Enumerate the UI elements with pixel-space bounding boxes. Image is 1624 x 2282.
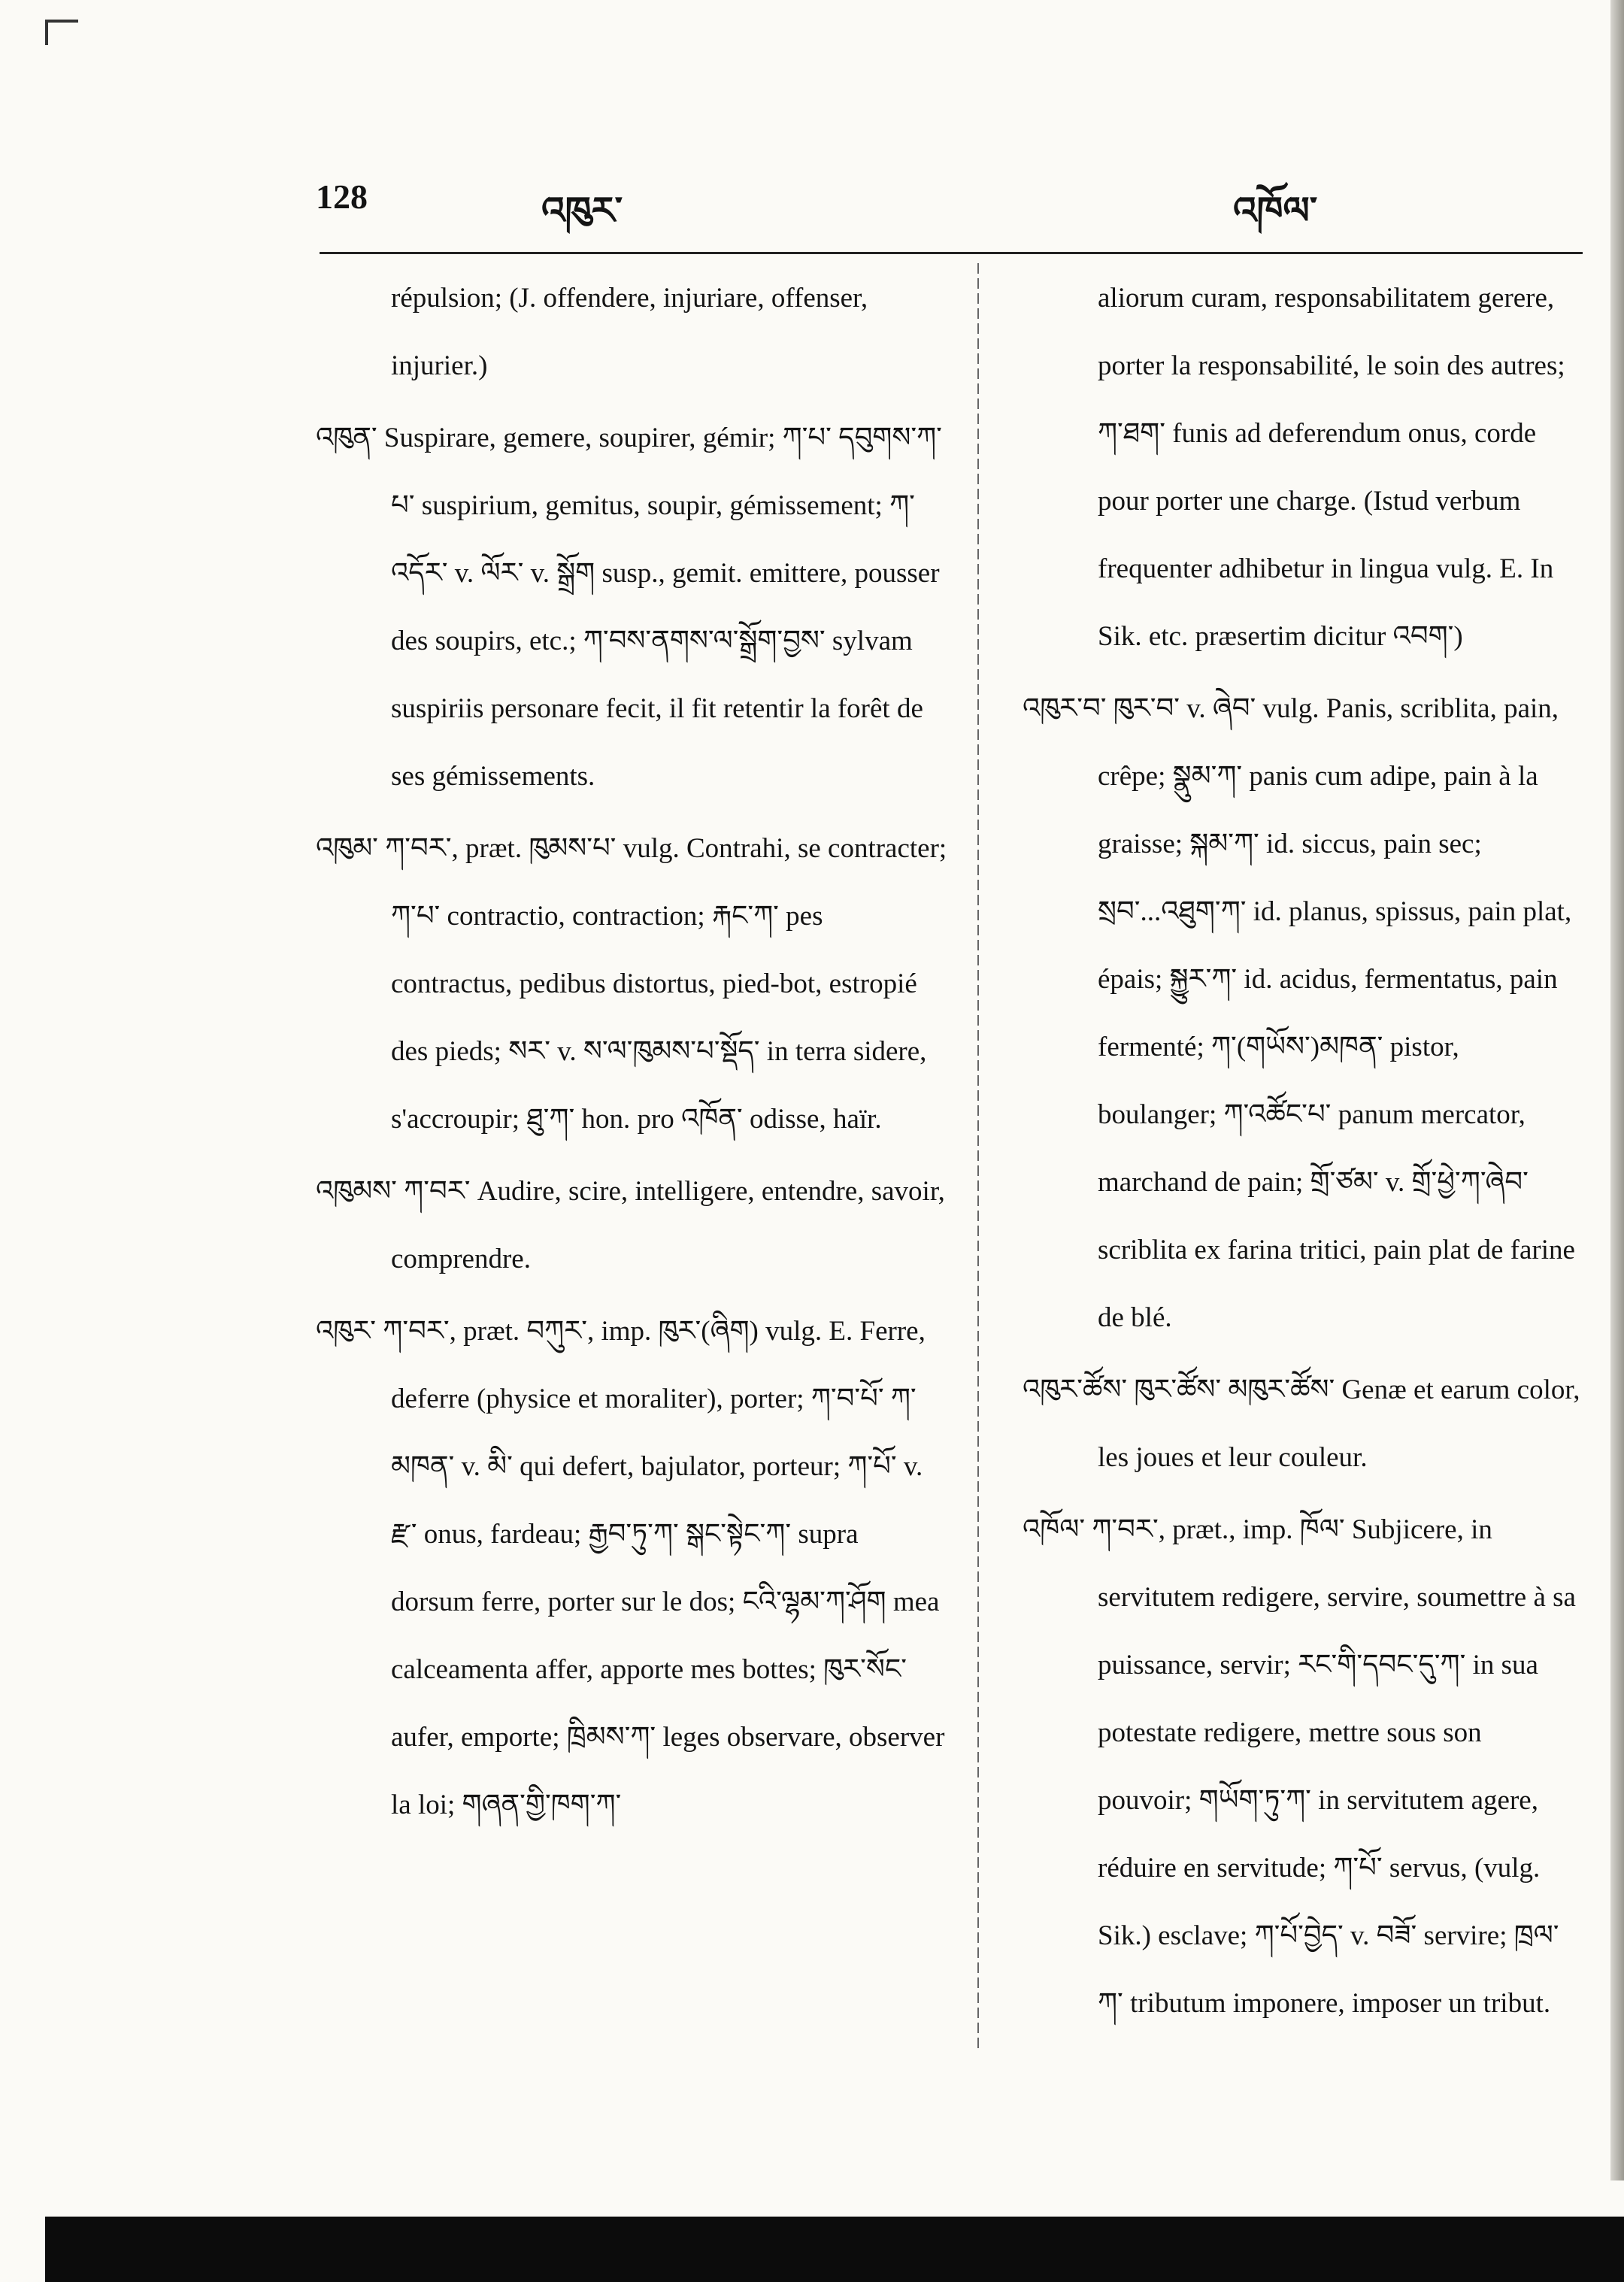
right-column	[1023, 265, 1583, 2069]
running-headword-left: འཁུར་	[541, 189, 623, 232]
dictionary-entry: འཁུམས་ ཀ་བར་ Audire, scire, intelligere, entendre, savoir, comprendre.	[316, 1176, 945, 1274]
corner-crop-mark	[45, 20, 78, 45]
left-column	[316, 265, 947, 2069]
dictionary-entry: འཁུར་བ་ ཁུར་བ་ v. ཞེབ་ vulg. Panis, scriblita, pain, crêpe; སྣུམ་ཀ་ panis cum adipe, pain à la graisse; སྐམ་ཀ་ id. siccus, pain sec; སྲབ་...འཐུག་ཀ་ id. planus, spissus, pain plat, épais; སྐྱུར་ཀ་ id. acidus, fermentatus, pain fermenté; ཀ་(གཡོས་)མཁན་ pistor, boulanger; ཀ་འཚོང་པ་ panum mercator, marchand de pain; གྲོ་ཙམ་ v. གྲོ་ཕྱེ་ཀ་ཞེབ་ scriblita ex farina tritici, pain plat de farine de blé.	[1023, 693, 1575, 1333]
running-headword-right: འཁོལ་	[1233, 189, 1318, 232]
dictionary-entry: འཁོལ་ ཀ་བར་, præt., imp. ཁོལ་ Subjicere, in servitutem redigere, servire, soumettre à sa puissance, servir; རང་གི་དབང་དུ་ཀ་ in sua potestate redigere, mettre sous son pouvoir; གཡོག་ཏུ་ཀ་ in servitutem agere, réduire en servitude; ཀ་པོ་ servus, (vulg. Sik.) esclave; ཀ་པོ་བྱེད་ v. བཟོ་ servire; ཁྲལ་ཀ་ tributum imponere, imposer un tribut.	[1023, 1514, 1576, 2019]
dictionary-entry: འཁུམ་ ཀ་བར་, præt. ཁུམས་པ་ vulg. Contrahi, se contracter; ཀ་པ་ contractio, contraction; རྐང་ཀ་ pes contractus, pedibus distortus, pied-bot, estropié des pieds; སར་ v. ས་ལ་ཁུམས་པ་སྡོད་ in terra sidere, s'accroupir; ཐུ་ཀ་ hon. pro འཁོན་ odisse, haïr.	[316, 833, 947, 1135]
scan-bottom-bar	[45, 2217, 1624, 2282]
page-header	[316, 169, 1586, 232]
dictionary-entry: répulsion; (J. offendere, injuriare, offenser, injurier.)	[391, 283, 868, 381]
header-rule	[320, 252, 1583, 254]
dictionary-entry: aliorum curam, responsabilitatem gerere, porter la responsabilité, le soin des autres; ཀ་ཐག་ funis ad deferendum onus, corde pour porter une charge. (Istud verbum frequenter adhibetur in lingua vulg. E. In Sik. etc. præsertim dicitur འབག་)	[1098, 283, 1565, 652]
page-number: 128	[316, 177, 368, 216]
dictionary-entry: འཁུར་ཚོས་ ཁུར་ཚོས་ མཁུར་ཚོས་ Genæ et earum color, les joues et leur couleur.	[1023, 1374, 1580, 1473]
scan-page-edge	[1610, 0, 1624, 2180]
column-divider	[977, 263, 979, 2053]
dictionary-entry: འཁུར་ ཀ་བར་, præt. བཀུར་, imp. ཁུར་(ཞིག) vulg. E. Ferre, deferre (physice et moraliter), porter; ཀ་བ་པོ་ ཀ་མཁན་ v. མི་ qui defert, bajulator, porteur; ཀ་པོ་ v. རྫ་ onus, fardeau; རྒྱབ་ཏུ་ཀ་ སྒང་སྟེང་ཀ་ supra dorsum ferre, porter sur le dos; ངའི་ལྷམ་ཀ་ཤོག mea calceamenta affer, apporte mes bottes; ཁུར་སོང་ aufer, emporte; ཁྲིམས་ཀ་ leges observare, observer la loi; གཞན་གྱི་ཁག་ཀ་	[316, 1316, 945, 1820]
dictionary-entry: འཁུན་ Suspirare, gemere, soupirer, gémir; ཀ་པ་ དབུགས་ཀ་པ་ suspirium, gemitus, soupir, gémissement; ཀ་འདོར་ v. ལོར་ v. སྒྲོག susp., gemit. emittere, pousser des soupirs, etc.; ཀ་བས་ནགས་ལ་སྒྲོག་བྱས་ sylvam suspiriis personare fecit, il fit retentir la forêt de ses gémissements.	[316, 423, 942, 792]
